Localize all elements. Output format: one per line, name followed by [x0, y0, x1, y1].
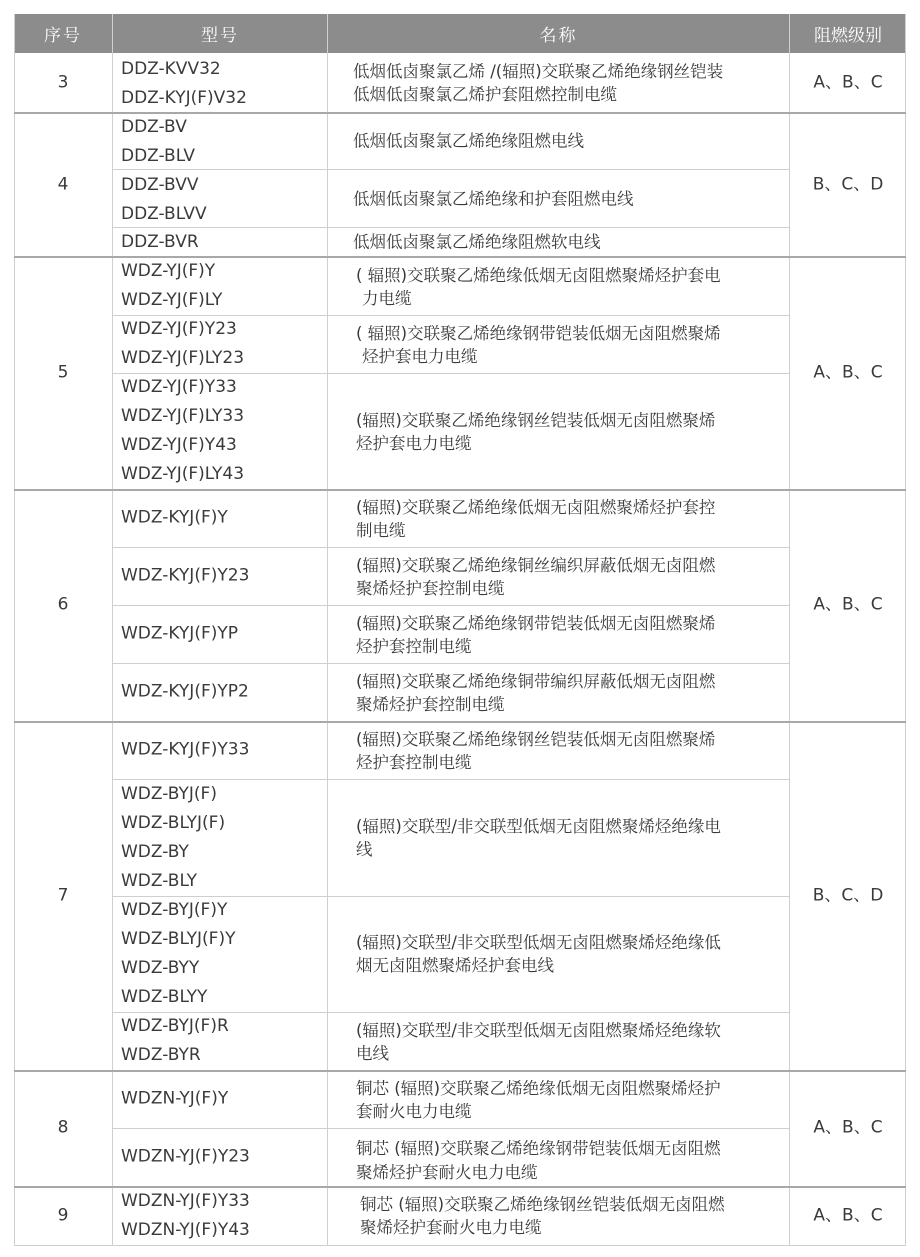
subrow-divider — [112, 663, 789, 664]
model-cell: WDZ-BYJ(F)Y — [121, 900, 228, 920]
name-cell: 低烟低卤聚氯乙烯绝缘阻燃软电线 — [353, 232, 601, 252]
name-cell: 低烟低卤聚氯乙烯绝缘阻燃电线 — [353, 131, 584, 151]
model-cell: WDZ-YJ(F)LY23 — [121, 348, 245, 368]
row-no: 3 — [57, 72, 69, 93]
name-cell: 铜芯 (辐照)交联聚乙烯绝缘钢带铠装低烟无卤阻燃 — [356, 1139, 721, 1158]
name-cell: 聚烯烃护套耐火电力电缆 — [360, 1218, 542, 1237]
name-cell: 套耐火电力电缆 — [356, 1102, 472, 1121]
grid-vline — [327, 14, 328, 1246]
model-cell: WDZ-KYJ(F)YP — [121, 623, 238, 644]
name-cell: 聚烯烃护套耐火电力电缆 — [356, 1163, 538, 1182]
name-cell: (辐照)交联聚乙烯绝缘铜带编织屏蔽低烟无卤阻燃 — [356, 672, 716, 691]
subrow-divider — [112, 227, 789, 228]
header-level: 阻燃级别 — [790, 14, 906, 53]
name-cell: 聚烯烃护套控制电缆 — [356, 695, 505, 714]
model-cell: WDZ-YJ(F)Y43 — [121, 435, 237, 455]
name-cell: (辐照)交联聚乙烯绝缘低烟无卤阻燃聚烯烃护套控 — [356, 498, 716, 517]
level-cell: B、C、D — [812, 885, 884, 906]
name-cell: 烃护套控制电缆 — [356, 637, 472, 656]
name-cell: (辐照)交联型/非交联型低烟无卤阻燃聚烯烃绝缘电 — [356, 817, 721, 836]
model-cell: WDZ-YJ(F)LY43 — [121, 464, 245, 484]
model-cell: WDZN-YJ(F)Y33 — [121, 1191, 250, 1211]
model-cell: WDZ-BLYJ(F) — [121, 813, 226, 833]
model-cell: DDZ-BVR — [121, 232, 199, 252]
row-no: 8 — [57, 1117, 69, 1138]
model-cell: DDZ-KYJ(F)V32 — [121, 88, 247, 108]
model-cell: WDZ-BYR — [121, 1045, 201, 1065]
name-cell: 烟无卤阻燃聚烯烃护套电线 — [356, 956, 554, 975]
row-no: 4 — [57, 174, 69, 195]
name-cell: 线 — [356, 840, 373, 859]
name-cell: ( 辐照)交联聚乙烯绝缘钢带铠装低烟无卤阻燃聚烯 — [356, 324, 721, 343]
model-cell: WDZ-YJ(F)Y — [121, 261, 216, 281]
model-cell: DDZ-BVV — [121, 175, 199, 195]
name-cell: 低烟低卤聚氯乙烯 /(辐照)交联聚乙烯绝缘钢丝铠装 — [353, 62, 724, 81]
header-model: 型号 — [113, 14, 327, 53]
name-cell: (辐照)交联聚乙烯绝缘钢丝铠装低烟无卤阻燃聚烯 — [356, 730, 716, 749]
name-cell: (辐照)交联型/非交联型低烟无卤阻燃聚烯烃绝缘软 — [356, 1021, 721, 1040]
model-cell: WDZN-YJ(F)Y43 — [121, 1220, 250, 1240]
name-cell: 低烟低卤聚氯乙烯绝缘和护套阻燃电线 — [353, 189, 634, 209]
model-cell: WDZN-YJ(F)Y — [121, 1088, 229, 1109]
model-cell: WDZ-BLYJ(F)Y — [121, 929, 236, 949]
model-cell: WDZ-BLY — [121, 871, 198, 891]
grid-vline — [789, 14, 790, 1246]
subrow-divider — [112, 547, 789, 548]
name-cell: (辐照)交联聚乙烯绝缘钢带铠装低烟无卤阻燃聚烯 — [356, 614, 716, 633]
model-cell: DDZ-BV — [121, 117, 187, 137]
row-no: 9 — [57, 1205, 69, 1226]
model-cell: DDZ-BLVV — [121, 204, 207, 224]
name-cell: 制电缆 — [356, 521, 406, 540]
level-cell: B、C、D — [812, 174, 884, 195]
name-cell: 烃护套电力电缆 — [356, 434, 472, 453]
row-divider — [14, 489, 906, 491]
row-divider — [14, 1245, 906, 1246]
model-cell: WDZ-KYJ(F)Y33 — [121, 739, 250, 760]
name-cell: 聚烯烃护套控制电缆 — [356, 579, 505, 598]
row-divider — [14, 721, 906, 723]
model-cell: WDZ-YJ(F)Y23 — [121, 319, 237, 339]
model-cell: WDZ-KYJ(F)YP2 — [121, 681, 249, 702]
model-cell: WDZ-YJ(F)Y33 — [121, 377, 237, 397]
level-cell: A、B、C — [813, 362, 883, 383]
name-cell: ( 辐照)交联聚乙烯绝缘低烟无卤阻燃聚烯烃护套电 — [356, 266, 721, 285]
name-cell: 铜芯 (辐照)交联聚乙烯绝缘钢丝铠装低烟无卤阻燃 — [360, 1195, 725, 1214]
level-cell: A、B、C — [813, 1117, 883, 1138]
model-cell: WDZ-KYJ(F)Y — [121, 507, 228, 528]
header-name: 名称 — [328, 14, 789, 53]
grid-vline — [905, 14, 906, 1246]
model-cell: DDZ-BLV — [121, 146, 195, 166]
model-cell: WDZ-KYJ(F)Y23 — [121, 565, 250, 586]
grid-vline — [112, 14, 113, 1246]
name-cell: 力电缆 — [362, 289, 412, 308]
row-no: 5 — [57, 362, 69, 383]
level-cell: A、B、C — [813, 1205, 883, 1226]
name-cell: 低烟低卤聚氯乙烯护套阻燃控制电缆 — [353, 85, 617, 104]
model-cell: WDZ-BYJ(F) — [121, 784, 217, 804]
row-no: 7 — [57, 885, 69, 906]
name-cell: (辐照)交联聚乙烯绝缘钢丝铠装低烟无卤阻燃聚烯 — [356, 411, 716, 430]
name-cell: (辐照)交联型/非交联型低烟无卤阻燃聚烯烃绝缘低 — [356, 933, 721, 952]
model-cell: WDZN-YJ(F)Y23 — [121, 1146, 250, 1167]
model-cell: WDZ-BYY — [121, 958, 200, 978]
model-cell: WDZ-YJ(F)LY33 — [121, 406, 245, 426]
name-cell: 电线 — [356, 1044, 389, 1063]
subrow-divider — [112, 1128, 789, 1129]
name-cell: 烃护套电力电缆 — [362, 347, 478, 366]
name-cell: 烃护套控制电缆 — [356, 753, 472, 772]
name-cell: (辐照)交联聚乙烯绝缘铜丝编织屏蔽低烟无卤阻燃 — [356, 556, 716, 575]
header-no: 序号 — [14, 14, 112, 53]
level-cell: A、B、C — [813, 72, 883, 93]
level-cell: A、B、C — [813, 594, 883, 615]
model-cell: DDZ-KVV32 — [121, 59, 221, 79]
name-cell: 铜芯 (辐照)交联聚乙烯绝缘低烟无卤阻燃聚烯烃护 — [356, 1079, 721, 1098]
model-cell: WDZ-BLYY — [121, 987, 208, 1007]
model-cell: WDZ-YJ(F)LY — [121, 290, 223, 310]
model-cell: WDZ-BYJ(F)R — [121, 1016, 229, 1036]
row-divider — [14, 1070, 906, 1072]
grid-vline — [14, 14, 15, 1246]
subrow-divider — [112, 605, 789, 606]
subrow-divider — [112, 169, 789, 170]
model-cell: WDZ-BY — [121, 842, 189, 862]
row-no: 6 — [57, 594, 69, 615]
